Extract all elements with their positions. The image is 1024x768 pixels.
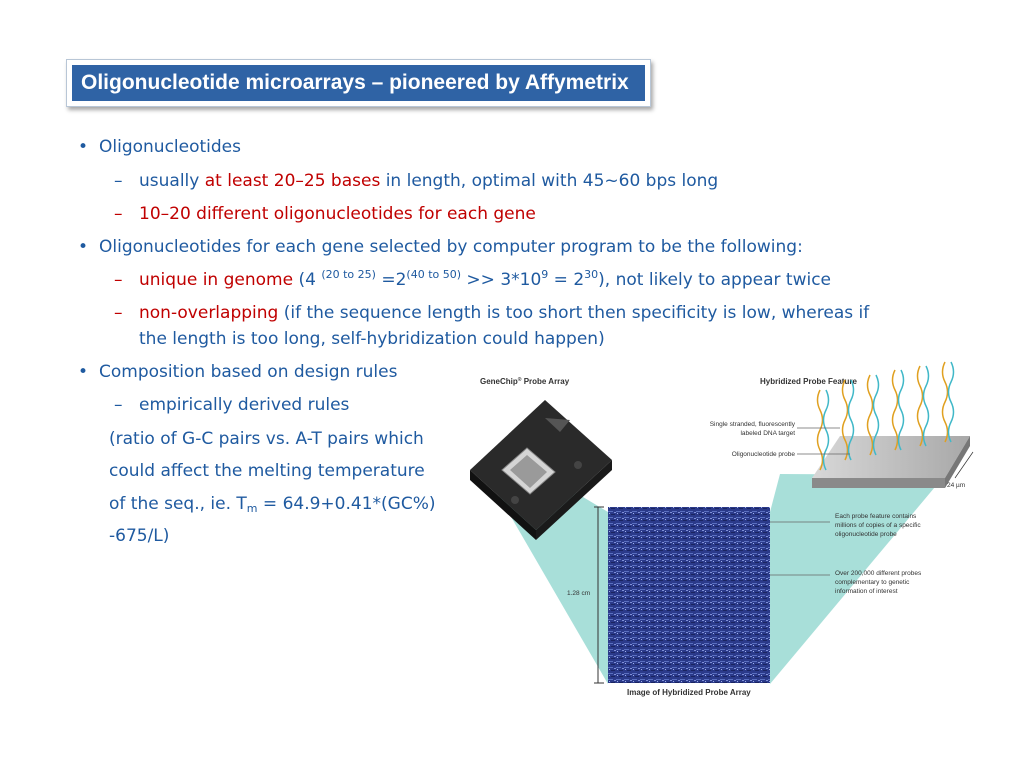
over-label-3: information of interest: [835, 588, 898, 595]
dash-marker: –: [114, 171, 123, 191]
hybrid-label: Hybridized Probe Feature: [760, 377, 857, 386]
size-128-label: 1.28 cm: [567, 590, 591, 597]
paragraph-line-1: (ratio of G-C pairs vs. A-T pairs which: [109, 429, 424, 449]
bullet-composition: Composition based on design rules: [99, 362, 398, 382]
dash-marker: –: [114, 303, 123, 323]
oligo-probe-label: Oligonucleotide probe: [731, 451, 795, 458]
genechip-label: GeneChip® Probe Array: [480, 377, 570, 386]
each-probe-label-3: oligonucleotide probe: [835, 531, 897, 538]
tm-subscript: m: [246, 502, 258, 515]
dash-marker: –: [114, 395, 123, 415]
unique-text-e: = 2: [548, 270, 585, 290]
bullet-selection: Oligonucleotides for each gene selected by computer program to be the following:: [99, 237, 803, 257]
unique-text-c: =2: [375, 270, 407, 290]
dash-marker: –: [114, 270, 123, 290]
probe-array-image: [608, 507, 770, 683]
non-overlapping-text-b: (if the sequence length is too short then specificity is low, whereas if: [278, 303, 870, 323]
paragraph-line-2: could affect the melting temperature: [109, 461, 425, 481]
unique-sup-4: 30: [584, 268, 599, 281]
sub-bullet-empirical: empirically derived rules: [139, 395, 350, 415]
paragraph-line-3a: of the seq., ie. T: [109, 494, 247, 514]
bullet-marker: •: [78, 137, 89, 157]
sub-bullet-per-gene: 10–20 different oligonucleotides for each gene: [139, 204, 536, 224]
length-text-a: usually: [139, 171, 205, 191]
slide-title: Oligonucleotide microarrays – pioneered by Affymetrix: [72, 65, 645, 101]
single-stranded-label-2: labeled DNA target: [740, 430, 795, 437]
each-probe-label-2: millions of copies of a specific: [835, 522, 921, 529]
unique-text-d: >> 3*10: [461, 270, 542, 290]
dash-marker: –: [114, 204, 123, 224]
unique-sup-2: (40 to 50): [406, 268, 462, 281]
length-highlight: at least 20–25 bases: [204, 171, 381, 191]
single-stranded-label-1: Single stranded, fluorescently: [709, 421, 795, 428]
paragraph-line-4: -675/L): [109, 526, 170, 546]
bullet-marker: •: [78, 362, 89, 382]
bullet-oligonucleotides: Oligonucleotides: [99, 137, 241, 157]
size-24-label: 24 µm: [947, 482, 966, 489]
unique-sup-3: 9: [541, 268, 549, 281]
unique-sup-1: (20 to 25): [321, 268, 376, 281]
paragraph-line-3b: = 64.9+0.41*(GC%): [257, 494, 436, 514]
over-label-1: Over 200,000 different probes: [835, 570, 922, 577]
unique-text-b: (4: [293, 270, 322, 290]
unique-text-f: ), not likely to appear twice: [598, 270, 832, 290]
image-caption: Image of Hybridized Probe Array: [627, 688, 751, 697]
non-overlapping-highlight: non-overlapping: [139, 303, 279, 323]
over-label-2: complementary to genetic: [835, 579, 910, 586]
sub-bullet-non-overlapping-cont: the length is too long, self-hybridization could happen): [139, 329, 605, 349]
unique-highlight: unique in genome: [139, 270, 294, 290]
bullet-marker: •: [78, 237, 89, 257]
each-probe-label-1: Each probe feature contains: [835, 513, 917, 520]
length-text-c: in length, optimal with 45~60 bps long: [380, 171, 719, 191]
